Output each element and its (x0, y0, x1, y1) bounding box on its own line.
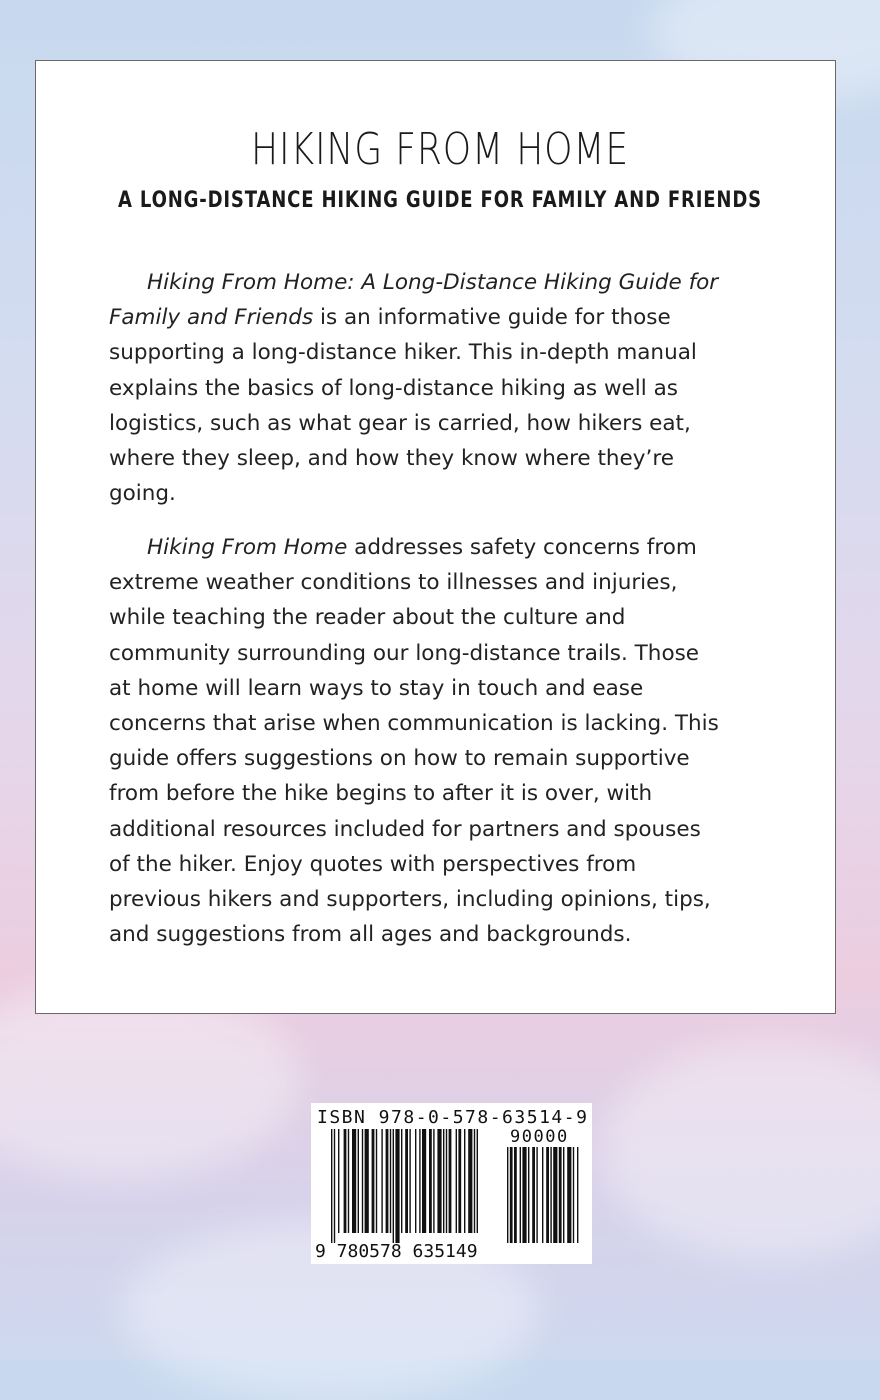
isbn-label: ISBN 978-0-578-63514-9 (317, 1107, 589, 1128)
barcode-bar (409, 1129, 410, 1233)
description-paragraph-1 (109, 265, 769, 511)
text-line: explains the basics of long-distance hiking as well as (109, 375, 678, 401)
barcode-bar (550, 1147, 551, 1243)
barcode-bar (365, 1129, 369, 1233)
book-subtitle: A LONG-DISTANCE HIKING GUIDE FOR FAMILY AND FRIENDS (118, 188, 762, 213)
barcode-bar (401, 1129, 402, 1233)
text-line: going. (109, 481, 176, 507)
barcode-bar (437, 1129, 441, 1233)
italic-title-span: Hiking From Home: A Long-Distance Hiking Guide for (147, 270, 719, 295)
text-line: supporting a long-distance hiker. This in-depth manual (109, 340, 697, 366)
barcode-bar (520, 1147, 521, 1243)
barcode-bar (559, 1147, 562, 1243)
barcode-bar (510, 1147, 513, 1243)
barcode-bars (331, 1129, 497, 1243)
italic-title-span: Family and Friends (109, 305, 314, 331)
description-paragraph-2 (109, 530, 769, 952)
barcode-bar (386, 1129, 389, 1233)
barcode-bar (546, 1147, 549, 1243)
barcode-bar (415, 1129, 416, 1233)
barcode-bar (395, 1129, 399, 1243)
text-line (109, 265, 769, 300)
barcode-bar (542, 1147, 543, 1243)
barcode-bar (507, 1147, 508, 1243)
barcode-bar (331, 1129, 332, 1243)
barcode-bar (567, 1147, 571, 1243)
background-cloud (600, 1040, 880, 1260)
barcode-bar (573, 1147, 574, 1243)
text-line: logistics, such as what gear is carried, how hikers eat, (109, 410, 691, 436)
barcode-bar (449, 1129, 452, 1233)
barcode-bar (458, 1129, 461, 1233)
text-line: concerns that arise when communication is lacking. This (109, 711, 719, 737)
text-line: of the hiker. Enjoy quotes with perspectives from (109, 851, 637, 877)
barcode-bar (376, 1129, 377, 1233)
barcode-bar (577, 1147, 578, 1243)
barcode-bar (381, 1129, 382, 1233)
text-line: Hiking From Home addresses safety concerns from (147, 535, 697, 560)
text-line: community surrounding our long-distance trails. Those (109, 640, 700, 666)
italic-title-span: Hiking From Home (147, 535, 348, 560)
barcode-bar (532, 1147, 535, 1243)
barcode-bar (344, 1129, 347, 1233)
barcode-bar (393, 1129, 394, 1243)
price-code: 90000 (510, 1127, 569, 1147)
barcode-bar (456, 1129, 457, 1233)
barcode-bar (338, 1129, 339, 1233)
barcode-bar (348, 1129, 349, 1233)
book-title: HIKING FROM HOME (251, 124, 629, 175)
barcode-bar (422, 1129, 426, 1233)
text-line: extreme weather conditions to illnesses and injuries, (109, 570, 678, 596)
barcode-bar (390, 1129, 391, 1233)
text-line: from before the hike begins to after it is over, with (109, 781, 653, 807)
barcode-bar (468, 1129, 472, 1233)
barcode-bar (522, 1147, 526, 1243)
text-line: previous hikers and supporters, including opinions, tips, (109, 887, 711, 913)
barcode-bar (474, 1129, 475, 1233)
barcode-bar (358, 1129, 359, 1233)
barcode-bar (362, 1129, 363, 1233)
barcode-bar (405, 1129, 408, 1233)
barcode-bar (433, 1129, 434, 1233)
barcode-bar (429, 1129, 432, 1233)
barcode-bar (528, 1147, 529, 1243)
text-line: Family and Friends is an informative guide for those (109, 305, 671, 331)
ean-digits: 9 780578 635149 (315, 1241, 478, 1262)
text-line: where they sleep, and how they know where they’re (109, 446, 674, 472)
barcode-bar (334, 1129, 335, 1243)
text-line: at home will learn ways to stay in touch and ease (109, 675, 644, 701)
barcode-bar (536, 1147, 537, 1243)
text-line: guide offers suggestions on how to remain supportive (109, 746, 690, 772)
barcode-bar (372, 1129, 375, 1233)
barcode-bar (446, 1129, 447, 1233)
text-line: while teaching the reader about the culture and (109, 605, 626, 631)
barcode-bar (514, 1147, 517, 1243)
barcode-bar (553, 1147, 557, 1243)
isbn-barcode (311, 1103, 592, 1264)
barcode-bar (443, 1129, 444, 1233)
barcode-addon-bars (507, 1147, 585, 1243)
text-line: and suggestions from all ages and backgrounds. (109, 922, 632, 948)
barcode-bar (419, 1129, 420, 1233)
barcode-bar (464, 1129, 465, 1233)
text-line: additional resources included for partners and spouses (109, 816, 701, 842)
barcode-bar (563, 1147, 564, 1243)
barcode-bar (477, 1129, 478, 1233)
barcode-bar (352, 1129, 356, 1233)
